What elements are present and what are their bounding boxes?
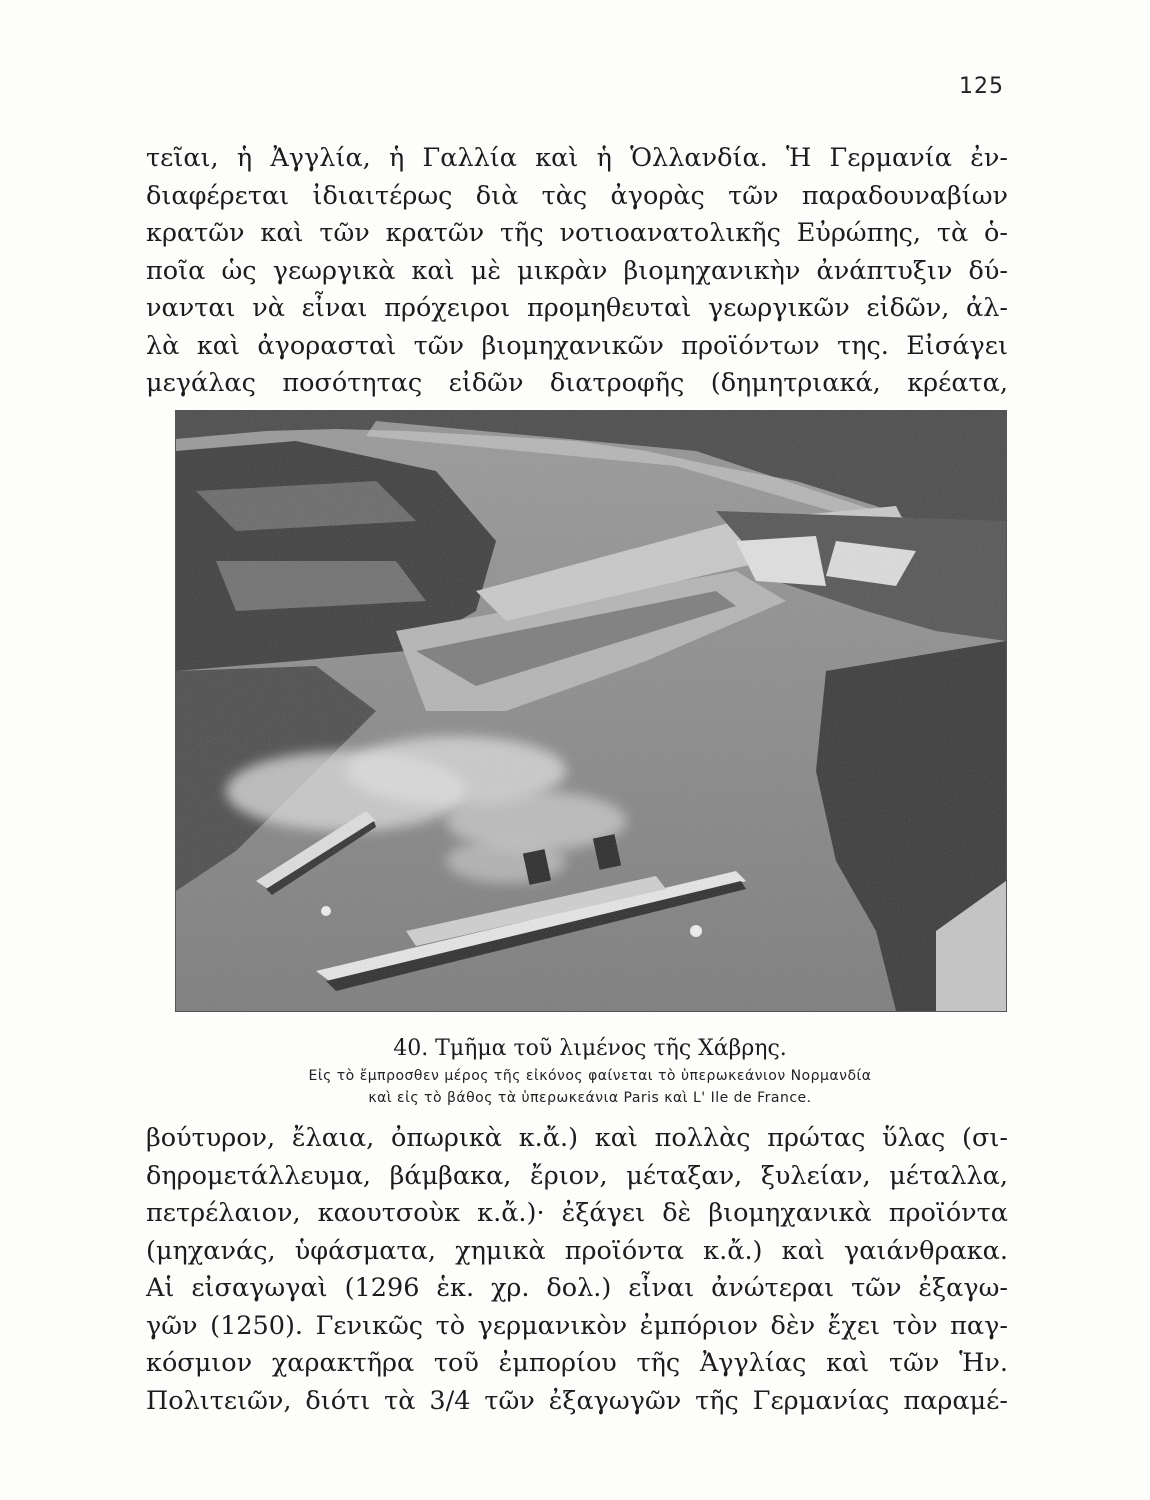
text-line: τεῖαι, ἡ Ἀγγλία, ἡ Γαλλία καὶ ἡ Ὁλλανδία. Ἡ Γερμανία ἐν-: [146, 143, 1008, 173]
text-line: πετρέλαιον, καουτσοὺκ κ.ἄ.)· ἐξάγει δὲ βιομηχανικὰ προϊόντα: [146, 1198, 1008, 1228]
top-paragraph: [146, 140, 1008, 403]
text-line: μεγάλας ποσότητας εἰδῶν διατροφῆς (δημητριακά, κρέατα,: [146, 368, 1008, 398]
text-line: Πολιτειῶν, διότι τὰ 3/4 τῶν ἐξαγωγῶν τῆς Γερμανίας παραμέ-: [146, 1385, 1008, 1416]
text-line: κόσμιον χαρακτῆρα τοῦ ἐμπορίου τῆς Ἀγγλίας καὶ τῶν Ἡν.: [146, 1348, 1008, 1378]
text-line: λὰ καὶ ἀγορασταὶ τῶν βιομηχανικῶν προϊόντων της. Εἰσάγει: [146, 330, 1008, 361]
text-line: ποῖα ὡς γεωργικὰ καὶ μὲ μικρὰν βιομηχανικὴν ἀνάπτυξιν δύ-: [146, 255, 1008, 286]
figure-caption-title: 40. Τμῆμα τοῦ λιμένος τῆς Χάβρης.: [393, 1036, 787, 1061]
page-number: 125: [959, 74, 1004, 99]
harbor-photo-illustration: [176, 411, 1006, 1011]
text-line: γῶν (1250). Γενικῶς τὸ γερμανικὸν ἐμπόριον δὲν ἔχει τὸν παγ-: [146, 1310, 1008, 1341]
text-line: (μηχανάς, ὑφάσματα, χημικὰ προϊόντα κ.ἄ.) καὶ γαιάνθρακα.: [146, 1235, 1008, 1266]
text-line: διαφέρεται ἰδιαιτέρως διὰ τὰς ἀγορὰς τῶν παραδουναβίων: [146, 180, 1008, 211]
harbor-photograph: [175, 410, 1007, 1012]
bottom-paragraph: [146, 1120, 1008, 1420]
figure-caption-line: καὶ εἰς τὸ βάθος τὰ ὑπερωκεάνια Paris καὶ L' Ile de France.: [368, 1090, 812, 1106]
text-line: κρατῶν καὶ τῶν κρατῶν τῆς νοτιοανατολικῆς Εὐρώπης, τὰ ὁ-: [146, 218, 1008, 248]
text-line: βούτυρον, ἔλαια, ὀπωρικὰ κ.ἄ.) καὶ πολλὰς πρώτας ὕλας (σι-: [146, 1123, 1008, 1153]
text-line: Αἱ εἰσαγωγαὶ (1296 ἑκ. χρ. δολ.) εἶναι ἀνώτεραι τῶν ἐξαγω-: [146, 1273, 1008, 1303]
photo-grain: [176, 411, 1006, 1011]
text-line: νανται νὰ εἶναι πρόχειροι προμηθευταὶ γεωργικῶν εἰδῶν, ἀλ-: [146, 293, 1008, 323]
text-line: δηρομετάλλευμα, βάμβακα, ἔριον, μέταξαν, ξυλείαν, μέταλλα,: [146, 1160, 1008, 1191]
figure-caption-line: Εἰς τὸ ἔμπροσθεν μέρος τῆς εἰκόνος φαίνεται τὸ ὑπερωκεάνιον Νορμανδία: [308, 1068, 872, 1084]
